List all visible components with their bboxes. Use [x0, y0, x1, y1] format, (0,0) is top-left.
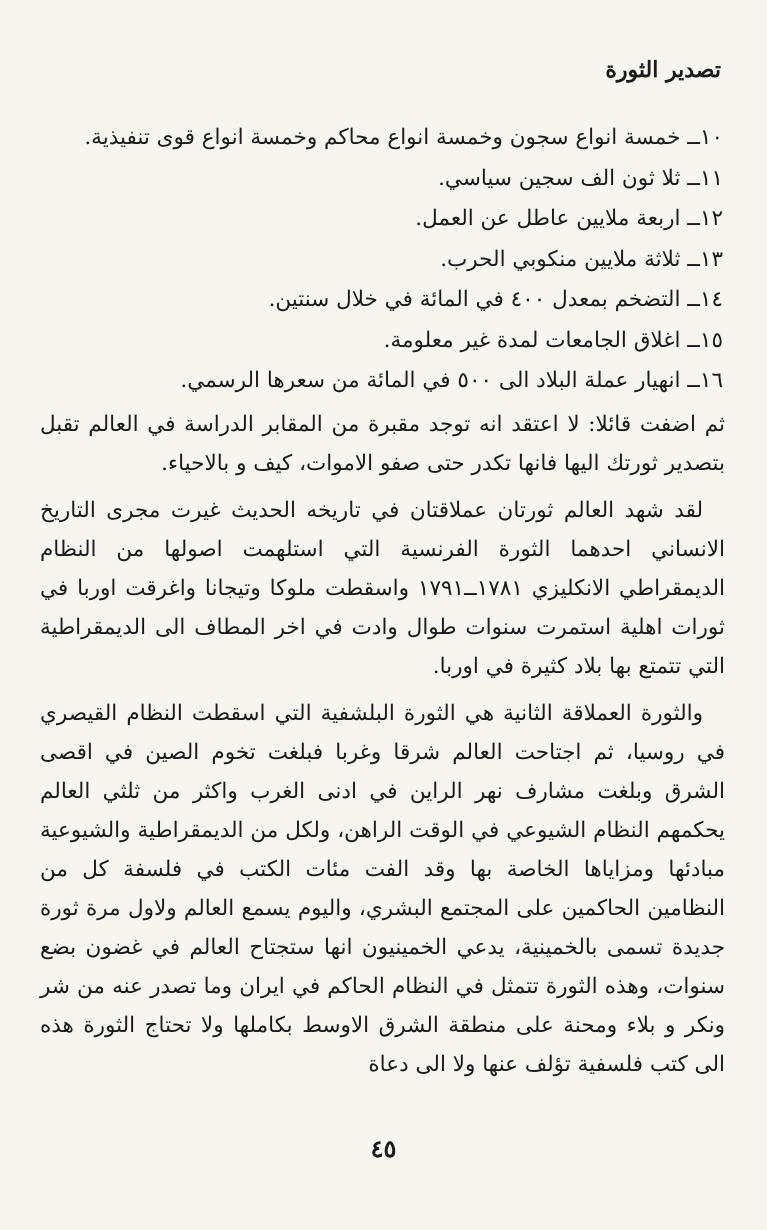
- list-item: ١٥ــ اغلاق الجامعات لمدة غير معلومة.: [383, 327, 723, 353]
- body-paragraph: لقد شهد العالم ثورتان عملاقتان في تاريخه الحديث غيرت مجرى التاريخ الانساني احدهما الثورة الفرنسية التي استلهمت اصولها من النظام الديمقراطي الانكليزي ١٧٨١ــ١٧٩١ واسقطت ملوكا وتيجانا واغرقت اوربا في ثورات اهلية استمرت سنوات طوال وادت في اخر المطاف الى الديمقراطية التي تتمتع بها بلاد كثيرة في اوربا.: [40, 498, 726, 679]
- page-number: ٤٥: [370, 1134, 397, 1163]
- body-text: [40, 405, 725, 1092]
- list-item: ١١ــ ثلا ثون الف سجين سياسي.: [438, 165, 723, 191]
- body-paragraph: والثورة العملاقة الثانية هي الثورة البلشفية التي اسقطت النظام القيصري في روسيا، ثم اجتاحت العالم شرقا وغربا فبلغت تخوم الصين في اقصى الشرق وبلغت مشارف نهر الراين في ادنى الغرب واكثر من ثلثي العالم يحكمهم النظام الشيوعي في الوقت الراهن، ولكل من الديمقراطية والشيوعية مبادئها ومزاياها الخاصة بها وقد الفت مئات الكتب في فلسفة كل من النظامين الحاكمين على المجتمع البشري، واليوم يسمع العالم ولاول مرة ثورة جديدة تسمى بالخمينية، يدعي الخمينيون انها ستجتاح العالم في غضون بضع سنوات، وهذه الثورة تتمثل في النظام الحاكم في ايران وما تصدر عنه من شر ونكر و بلاء ومحنة على منطقة الشرق الاوسط بكاملها ولا تحتاج الثورة هذه الى كتب فلسفية تؤلف عنها ولا الى دعاة: [40, 701, 725, 1077]
- body-paragraph: ثم اضفت قائلا: لا اعتقد انه توجد مقبرة من المقابر الدراسة في العالم تقبل بتصدير ثورتك اليها فانها تكدر حتى صفو الاموات، كيف و بالاحياء.: [40, 412, 725, 476]
- list-item: ١٤ــ التضخم بمعدل ٤٠٠ في المائة في خلال سنتين.: [268, 287, 723, 312]
- running-header: تصدير الثورة: [605, 57, 721, 83]
- list-item: ١٠ــ خمسة انواع سجون وخمسة انواع محاكم وخمسة انواع قوى تنفيذية.: [84, 125, 723, 150]
- numbered-list: [40, 118, 723, 402]
- list-item: ١٢ــ اربعة ملايين عاطل عن العمل.: [415, 206, 723, 231]
- list-item: ١٦ــ انهيار عملة البلاد الى ٥٠٠ في المائة من سعرها الرسمي.: [180, 368, 723, 393]
- list-item: ١٣ــ ثلاثة ملايين منكوبي الحرب.: [440, 246, 723, 272]
